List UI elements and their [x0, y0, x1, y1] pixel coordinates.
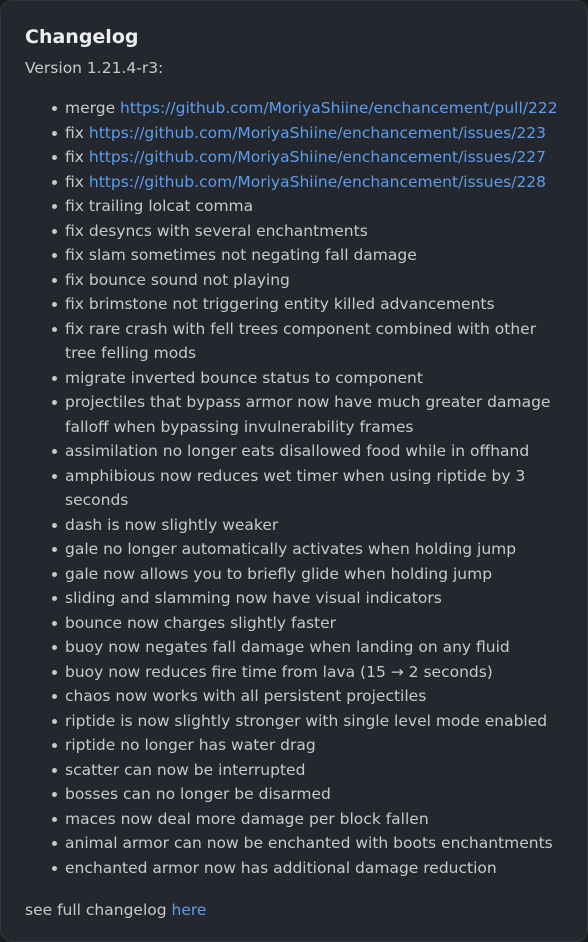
changelog-item-text: riptide is now slightly stronger with single level mode enabled: [65, 711, 548, 730]
changelog-item: [25, 464, 563, 513]
changelog-item-text: migrate inverted bounce status to component: [65, 368, 423, 387]
changelog-item: [25, 390, 563, 439]
changelog-item: [25, 219, 563, 244]
changelog-item: [25, 586, 563, 611]
changelog-item-text: riptide no longer has water drag: [65, 736, 316, 754]
changelog-item: [25, 660, 563, 685]
changelog-item: [25, 758, 563, 783]
changelog-item-text: fix bounce sound not playing: [65, 270, 290, 289]
changelog-item-text: enchanted armor now has additional damage reduction: [65, 858, 497, 877]
changelog-item-text: fix slam sometimes not negating fall damage: [65, 246, 417, 264]
changelog-title: Changelog: [25, 26, 139, 48]
changelog-item-text: maces now deal more damage per block fallen: [65, 809, 429, 828]
changelog-item-text: fix trailing lolcat comma: [65, 197, 254, 215]
changelog-item-text: projectiles that bypass armor now have much greater damage falloff when bypassing invulnerability frames: [65, 393, 551, 436]
changelog-item: [25, 292, 563, 317]
changelog-item-text: animal armor can now be enchanted with boots enchantments: [65, 834, 553, 852]
changelog-item-link[interactable]: https://github.com/MoriyaShiine/enchancement/issues/227: [88, 148, 547, 166]
changelog-item-text: fix: [65, 148, 89, 166]
changelog-item: [25, 709, 563, 734]
version-label: Version 1.21.4-r3:: [25, 59, 164, 77]
changelog-item-text: fix: [65, 172, 89, 191]
changelog-item: [25, 635, 563, 660]
changelog-item-text: merge: [65, 99, 121, 117]
changelog-item: [25, 537, 563, 562]
changelog-item: [25, 268, 563, 293]
changelog-item-text: bosses can no longer be disarmed: [65, 785, 331, 803]
changelog-item-text: sliding and slamming now have visual indicators: [65, 589, 442, 607]
changelog-item-text: gale no longer automatically activates when holding jump: [65, 540, 517, 558]
changelog-item: [25, 243, 563, 268]
changelog-item: [25, 513, 563, 538]
changelog-item-text: buoy now reduces fire time from lava (15 → 2 seconds): [65, 662, 493, 681]
changelog-item: [25, 782, 563, 807]
changelog-item: [25, 856, 563, 881]
changelog-item: [25, 194, 563, 219]
changelog-item-text: chaos now works with all persistent projectiles: [65, 687, 427, 705]
changelog-item: [25, 96, 563, 121]
changelog-item: [25, 733, 563, 758]
changelog-item: [25, 562, 563, 587]
changelog-item: [25, 145, 563, 170]
changelog-item: [25, 170, 563, 195]
changelog-item-text: scatter can now be interrupted: [65, 760, 306, 779]
changelog-item: [25, 807, 563, 832]
changelog-item: [25, 439, 563, 464]
changelog-item-text: dash is now slightly weaker: [65, 515, 279, 534]
changelog-item-text: fix: [65, 123, 89, 142]
changelog-list: [25, 96, 563, 880]
changelog-item-text: gale now allows you to briefly glide when holding jump: [65, 564, 493, 583]
full-changelog-link[interactable]: here: [171, 901, 207, 919]
changelog-item: [25, 684, 563, 709]
changelog-item-text: bounce now charges slightly faster: [65, 613, 337, 632]
changelog-item: [25, 366, 563, 391]
changelog-item-text: amphibious now reduces wet timer when using riptide by 3 seconds: [65, 466, 526, 509]
changelog-footer: [25, 900, 563, 920]
changelog-item-text: buoy now negates fall damage when landing on any fluid: [65, 638, 510, 656]
changelog-item-text: assimilation no longer eats disallowed food while in offhand: [65, 442, 530, 460]
changelog-item-text: fix rare crash with fell trees component combined with other tree felling mods: [65, 319, 537, 362]
changelog-item: [25, 317, 563, 366]
changelog-item-link[interactable]: https://github.com/MoriyaShiine/enchancement/pull/222: [120, 99, 558, 117]
changelog-item: [25, 611, 563, 636]
changelog-item-text: fix desyncs with several enchantments: [65, 221, 368, 240]
changelog-item-text: fix brimstone not triggering entity killed advancements: [65, 295, 495, 313]
changelog-item-link[interactable]: https://github.com/MoriyaShiine/enchancement/issues/228: [88, 172, 547, 191]
changelog-item: [25, 831, 563, 856]
footer-text: see full changelog: [25, 901, 172, 919]
changelog-item: [25, 121, 563, 146]
changelog-item-link[interactable]: https://github.com/MoriyaShiine/enchancement/issues/223: [88, 123, 547, 142]
